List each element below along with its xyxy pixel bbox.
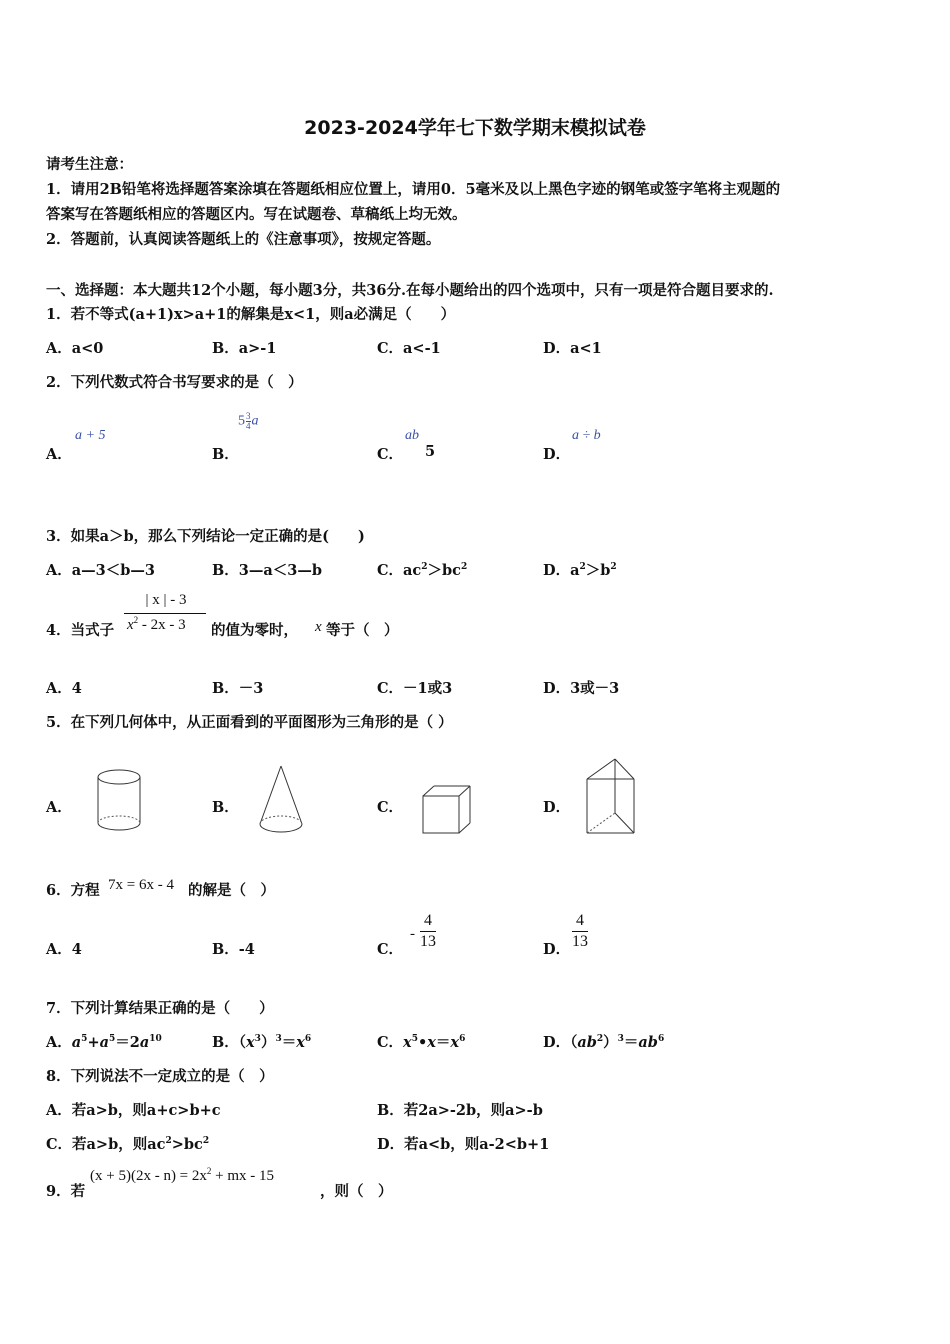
q3-option-d[interactable]: D．$a^2>b^2$ bbox=[543, 562, 617, 579]
q2-stem: 2．下列代数式符合书写要求的是（ ） bbox=[46, 374, 303, 391]
q1-stem: 1．若不等式(a+1)x>a+1的解集是x<1，则a必满足（ ） bbox=[46, 306, 456, 323]
q4-stem-pre: 4．当式子 bbox=[46, 622, 115, 639]
q7-option-b[interactable]: B．$(x^3)^3=x^6$ bbox=[212, 1034, 312, 1051]
q5-option-c[interactable]: C． bbox=[377, 799, 404, 816]
triangular-prism-icon bbox=[584, 757, 638, 837]
q4-option-a[interactable]: A．4 bbox=[46, 680, 82, 697]
q4-option-c[interactable]: C．－1或3 bbox=[377, 680, 453, 697]
q8-option-b[interactable]: B．若2a>-2b，则a>-b bbox=[377, 1102, 543, 1119]
page-title: 2023-2024学年七下数学期末模拟试卷 bbox=[304, 117, 646, 139]
q6-equation: 7x = 6x - 4 bbox=[108, 877, 174, 893]
q9-equation: $(x + 5)(2x - n) = 2x^2$ + mx - 15 bbox=[90, 1166, 275, 1184]
q5-stem: 5．在下列几何体中，从正面看到的平面图形为三角形的是（ ） bbox=[46, 714, 453, 731]
q6-stem-pre: 6．方程 bbox=[46, 882, 100, 899]
section-heading: 一、选择题：本大题共12个小题，每小题3分，共36分.在每小题给出的四个选项中，只有一项是符合题目要求的. bbox=[46, 282, 774, 299]
q2-option-d[interactable]: D． bbox=[543, 446, 571, 463]
cube-icon bbox=[420, 783, 472, 837]
q8-option-d[interactable]: D．若a<b，则a-2<b+1 bbox=[377, 1136, 550, 1153]
q2-option-a[interactable]: A． bbox=[46, 446, 72, 463]
q2-c-tail: 5 bbox=[425, 443, 436, 460]
q4-stem-mid: 的值为零时， bbox=[211, 622, 298, 639]
q6-stem-post: 的解是（ ） bbox=[188, 882, 275, 899]
q6-d-fraction: $\frac{4}{13}$ bbox=[572, 912, 588, 950]
q3-option-a[interactable]: A．a—3＜b—3 bbox=[46, 562, 155, 579]
q8-stem: 8．下列说法不一定成立的是（ ） bbox=[46, 1068, 274, 1085]
q4-fraction-bar bbox=[124, 613, 206, 614]
notice-line-2: 2．答题前，认真阅读答题纸上的《注意事项》，按规定答题。 bbox=[46, 231, 441, 248]
q4-var-x: x bbox=[315, 619, 322, 635]
q8-option-c[interactable]: C．若a>b，则$ac^2>bc^2$ bbox=[46, 1136, 210, 1153]
q3-option-b[interactable]: B．3—a＜3—b bbox=[212, 562, 322, 579]
notice-heading: 请考生注意： bbox=[46, 156, 133, 173]
q6-c-fraction: $\frac{4}{13}$ bbox=[420, 912, 436, 950]
q2-option-b[interactable]: B． bbox=[212, 446, 239, 463]
q6-option-b[interactable]: B．-4 bbox=[212, 941, 255, 958]
q7-option-c[interactable]: C．$x^5•x=x^6$ bbox=[377, 1034, 466, 1051]
q7-stem: 7．下列计算结果正确的是（ ） bbox=[46, 1000, 274, 1017]
cylinder-icon bbox=[95, 768, 145, 834]
q4-option-d[interactable]: D．3或－3 bbox=[543, 680, 620, 697]
q2-b-mixed-number: 5 $\frac{3}{4}$ a bbox=[238, 411, 259, 431]
q2-c-expr: ab bbox=[405, 428, 419, 443]
q7-option-a[interactable]: A．$a^5+a^5=2a^{10}$ bbox=[46, 1034, 162, 1051]
q5-option-b[interactable]: B． bbox=[212, 799, 239, 816]
notice-line-1a: 1．请用2B铅笔将选择题答案涂填在答题纸相应位置上，请用0．5毫米及以上黑色字迹的钢笔或签字笔将主观题的 bbox=[46, 181, 781, 198]
cone-icon bbox=[256, 764, 306, 836]
q7-option-d[interactable]: D．$(ab^2)^3=ab^6$ bbox=[543, 1034, 665, 1051]
q1-option-a[interactable]: A．a<0 bbox=[46, 340, 104, 357]
q9-stem-pre: 9．若 bbox=[46, 1183, 86, 1200]
q9-stem-post: ，则（ ） bbox=[320, 1183, 393, 1200]
q6-c-minus: - bbox=[410, 926, 415, 942]
q4-fraction-numerator: | x | - 3 bbox=[145, 592, 187, 608]
q2-option-c[interactable]: C． bbox=[377, 446, 404, 463]
q3-stem: 3．如果a＞b，那么下列结论一定正确的是( ) bbox=[46, 528, 365, 545]
q1-option-b[interactable]: B．a>-1 bbox=[212, 340, 277, 357]
q8-option-a[interactable]: A．若a>b，则a+c>b+c bbox=[46, 1102, 221, 1119]
q6-option-c[interactable]: C． bbox=[377, 941, 404, 958]
q6-option-a[interactable]: A．4 bbox=[46, 941, 82, 958]
q5-option-d[interactable]: D． bbox=[543, 799, 571, 816]
q6-option-d[interactable]: D． bbox=[543, 941, 571, 958]
q5-option-a[interactable]: A． bbox=[46, 799, 72, 816]
notice-line-1b: 答案写在答题纸相应的答题区内。写在试题卷、草稿纸上均无效。 bbox=[46, 206, 467, 223]
q4-option-b[interactable]: B．－3 bbox=[212, 680, 264, 697]
q1-option-d[interactable]: D．a<1 bbox=[543, 340, 602, 357]
q1-option-c[interactable]: C．a<-1 bbox=[377, 340, 441, 357]
q2-d-expr: a ÷ b bbox=[572, 428, 601, 443]
q3-option-c[interactable]: C．$ac^2>bc^2$ bbox=[377, 562, 468, 579]
q4-fraction-denominator: $x^2 - 2x - 3$ bbox=[127, 615, 186, 633]
q4-stem-post: 等于（ ） bbox=[326, 622, 399, 639]
q2-a-expr: a + 5 bbox=[75, 428, 106, 443]
